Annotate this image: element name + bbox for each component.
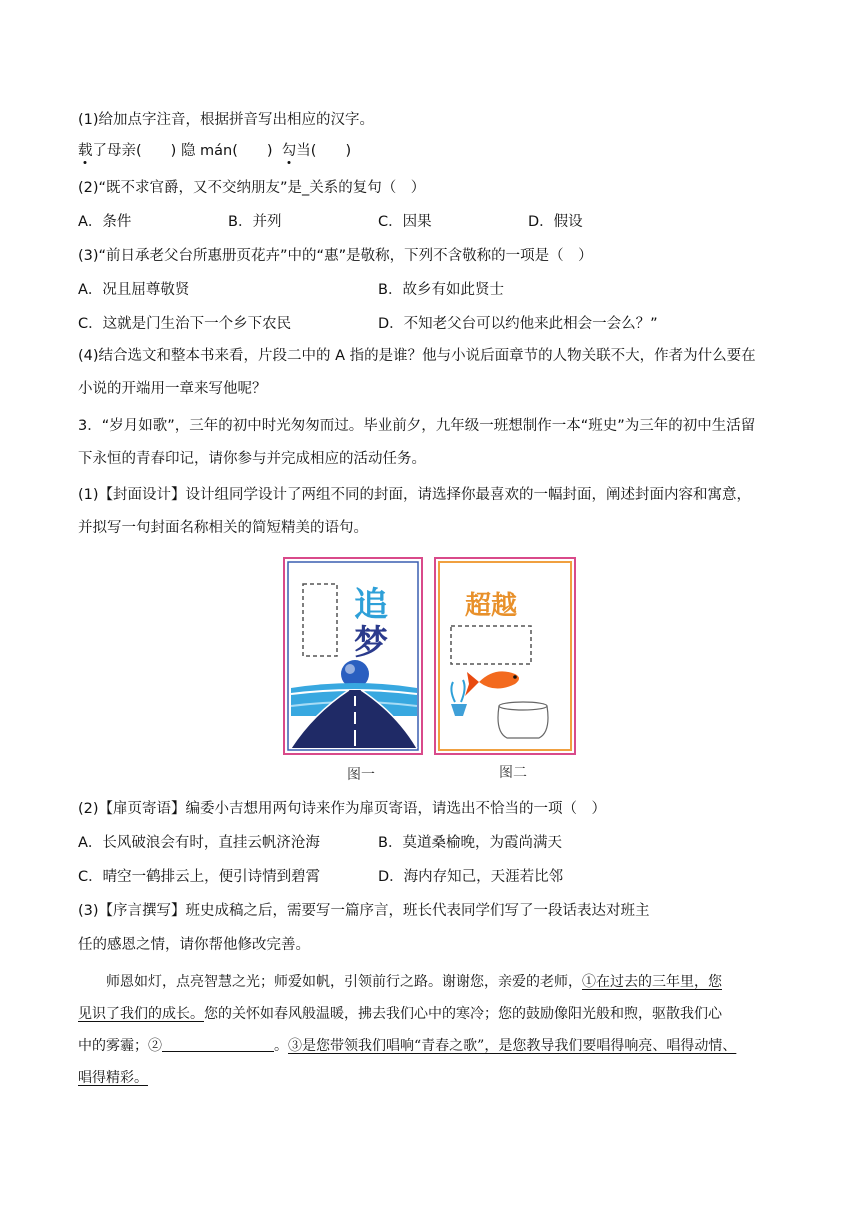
cover-two-title: 超越 bbox=[464, 591, 518, 621]
q2-p2-option-a: A．条件 bbox=[78, 214, 132, 230]
passage-l1-underlined: ①在过去的三年里，您 bbox=[582, 974, 722, 990]
q3-intro-line2: 下永恒的青春印记，请你参与并完成相应的活动任务。 bbox=[78, 451, 426, 467]
q3-part2-title: (2)【扉页寄语】编委小吉想用两句诗来作为扉页寄语，请选出不恰当的一项（ ） bbox=[78, 801, 607, 817]
item2: 隐 mán( ) bbox=[180, 143, 273, 159]
dotted-char-1: 载 bbox=[78, 143, 93, 159]
cover-designs-svg bbox=[283, 556, 578, 786]
cover-one-title-char-1: 追 bbox=[354, 585, 388, 625]
passage-l3-underlined: ③是您带领我们唱响“青春之歌”，是您教导我们要唱得响亮、唱得动情、 bbox=[288, 1038, 737, 1054]
item1-rest: 了母亲( ) bbox=[92, 143, 177, 159]
q2-p3-option-c: C．这就是门生治下一个乡下农民 bbox=[78, 316, 292, 332]
fill-in-blank[interactable] bbox=[162, 1037, 274, 1052]
q2-p2-option-b: B．并列 bbox=[228, 214, 282, 230]
q3-p2-option-b: B．莫道桑榆晚，为霞尚满天 bbox=[378, 835, 562, 851]
cover-one bbox=[284, 558, 422, 754]
passage-l3-b: 。 bbox=[274, 1038, 288, 1054]
q3-part3-line1: (3)【序言撰写】班史成稿之后，需要写一篇序言，班长代表同学们写了一段话表达对班主 bbox=[78, 903, 650, 919]
passage-l3-a: 中的雾霾；② bbox=[78, 1038, 162, 1054]
cover-one-title-char-2: 梦 bbox=[354, 623, 388, 663]
passage-l2-b: 您的关怀如春风般温暖，拂去我们心中的寒冷；您的鼓励像阳光般和煦，驱散我们心 bbox=[204, 1006, 722, 1022]
q2-p3-option-a: A．况且屈尊敬贤 bbox=[78, 282, 190, 298]
passage-line3 bbox=[78, 1036, 736, 1056]
q3-p2-option-c: C．晴空一鹤排云上，便引诗情到碧霄 bbox=[78, 869, 321, 885]
q3-part1-line1: (1)【封面设计】设计组同学设计了两组不同的封面，请选择你最喜欢的一幅封面，阐述封面内容和寓意， bbox=[78, 487, 752, 503]
q2-p3-option-d: D．不知老父台可以约他来此相会一会么？” bbox=[378, 316, 658, 332]
passage-l4-underlined: 唱得精彩。 bbox=[78, 1070, 148, 1086]
dotted-char-3: 勾 bbox=[281, 143, 297, 159]
cover-two bbox=[435, 558, 575, 754]
passage-line2 bbox=[78, 1004, 722, 1024]
q3-p2-option-d: D．海内存知己，天涯若比邻 bbox=[378, 869, 564, 885]
q2-part3-title: (3)“前日承老父台所惠册页花卉”中的“惠”是敬称，下列不含敬称的一项是（ ） bbox=[78, 248, 593, 264]
q2-part1-items bbox=[78, 141, 351, 161]
passage-line4 bbox=[78, 1068, 148, 1088]
passage-line1 bbox=[106, 972, 722, 992]
q2-part4-line2: 小说的开端用一章来写他呢？ bbox=[78, 381, 267, 397]
figure-label-two: 图二 bbox=[499, 765, 527, 781]
passage-l1-a: 师恩如灯，点亮智慧之光；师爱如帆，引领前行之路。谢谢您，亲爱的老师， bbox=[106, 974, 582, 990]
q2-part1-title: (1)给加点字注音，根据拼音写出相应的汉字。 bbox=[78, 112, 375, 128]
figure-label-one: 图一 bbox=[347, 767, 375, 783]
q2-p3-option-b: B．故乡有如此贤士 bbox=[378, 282, 504, 298]
q3-part1-line2: 并拟写一句封面名称相关的简短精美的语句。 bbox=[78, 520, 368, 536]
q2-part4-line1: (4)结合选文和整本书来看，片段二中的 A 指的是谁？他与小说后面章节的人物关联不大，作者为什么要在 bbox=[78, 348, 756, 364]
cover-two-border bbox=[435, 558, 575, 754]
q3-part3-line2: 任的感恩之情，请你帮他修改完善。 bbox=[78, 937, 310, 953]
q3-intro-line1: 3．“岁月如歌”，三年的初中时光匆匆而过。毕业前夕，九年级一班想制作一本“班史”为三年的初中生活留 bbox=[78, 418, 756, 434]
passage-l2-underlined: 见识了我们的成长。 bbox=[78, 1006, 204, 1022]
q2-part2-title: (2)“既不求官爵，又不交纳朋友”是_关系的复句（ ） bbox=[78, 180, 426, 196]
q3-p2-option-a: A．长风破浪会有时，直挂云帆济沧海 bbox=[78, 835, 320, 851]
q2-p2-option-c: C．因果 bbox=[378, 214, 432, 230]
q2-p2-option-d: D．假设 bbox=[528, 214, 583, 230]
cover-designs-figure bbox=[283, 556, 578, 786]
item3-rest: 当( ) bbox=[296, 143, 352, 159]
